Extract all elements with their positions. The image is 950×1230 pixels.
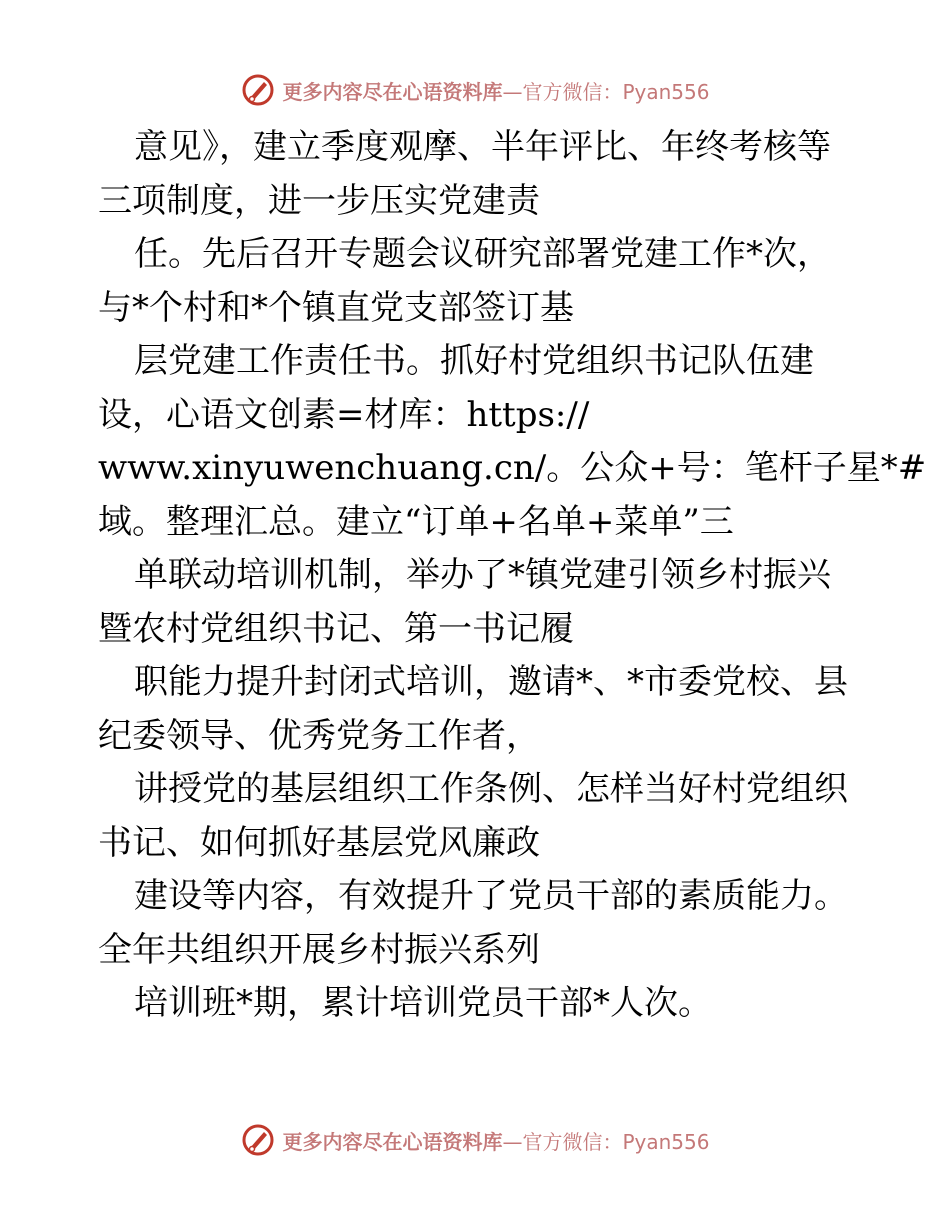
- paragraph-line-url: www.xinyuwenchuang.cn/。公众+号：笔杆子星*#: [98, 448, 927, 488]
- paragraph-line: 域。整理汇总。建立“订单+名单+菜单”三: [98, 501, 734, 542]
- pen-seal-logo-icon: [240, 72, 276, 108]
- pen-seal-logo-icon: [240, 1122, 276, 1158]
- paragraph-line: 培训班*期，累计培训党员干部*人次。: [134, 983, 712, 1023]
- header-banner: [0, 70, 950, 110]
- paragraph-line: 职能力提升封闭式培训，邀请*、*市委党校、县: [134, 662, 848, 702]
- paragraph-line: 单联动培训机制，举办了*镇党建引领乡村振兴: [134, 555, 831, 595]
- paragraph-line: 书记、如何抓好基层党风廉政: [98, 822, 540, 863]
- paragraph-line: 意见》，建立季度观摩、半年评比、年终考核等: [134, 127, 831, 167]
- paragraph-line: 全年共组织开展乡村振兴系列: [98, 929, 540, 970]
- footer-banner: [0, 1120, 950, 1160]
- paragraph-line: 设，心语文创素=材库：https://: [98, 394, 590, 435]
- paragraph-line: 任。先后召开专题会议研究部署党建工作*次，: [134, 234, 831, 274]
- header-banner-text: [282, 76, 709, 105]
- footer-banner-title: 更多内容尽在心语资料库: [282, 1129, 503, 1154]
- footer-banner-separator: —: [502, 1129, 523, 1154]
- paragraph-line: 讲授党的基层组织工作条例、怎样当好村党组织: [134, 769, 848, 809]
- paragraph-line: 与*个村和*个镇直党支部签订基: [98, 287, 574, 328]
- header-banner-wechat: 官方微信：Pyan556: [522, 79, 710, 104]
- paragraph-line: 层党建工作责任书。抓好村党组织书记队伍建: [134, 341, 814, 381]
- paragraph-line: 三项制度，进一步压实党建责: [98, 180, 540, 221]
- paragraph-line: 暨农村党组织书记、第一书记履: [98, 608, 574, 649]
- footer-banner-text: [282, 1126, 709, 1155]
- footer-banner-wechat: 官方微信：Pyan556: [522, 1129, 710, 1154]
- paragraph-line: 建设等内容，有效提升了党员干部的素质能力。: [134, 876, 848, 916]
- header-banner-title: 更多内容尽在心语资料库: [282, 79, 503, 104]
- header-banner-separator: —: [502, 79, 523, 104]
- document-body: [98, 121, 927, 1031]
- paragraph-line: 纪委领导、优秀党务工作者，: [98, 715, 540, 756]
